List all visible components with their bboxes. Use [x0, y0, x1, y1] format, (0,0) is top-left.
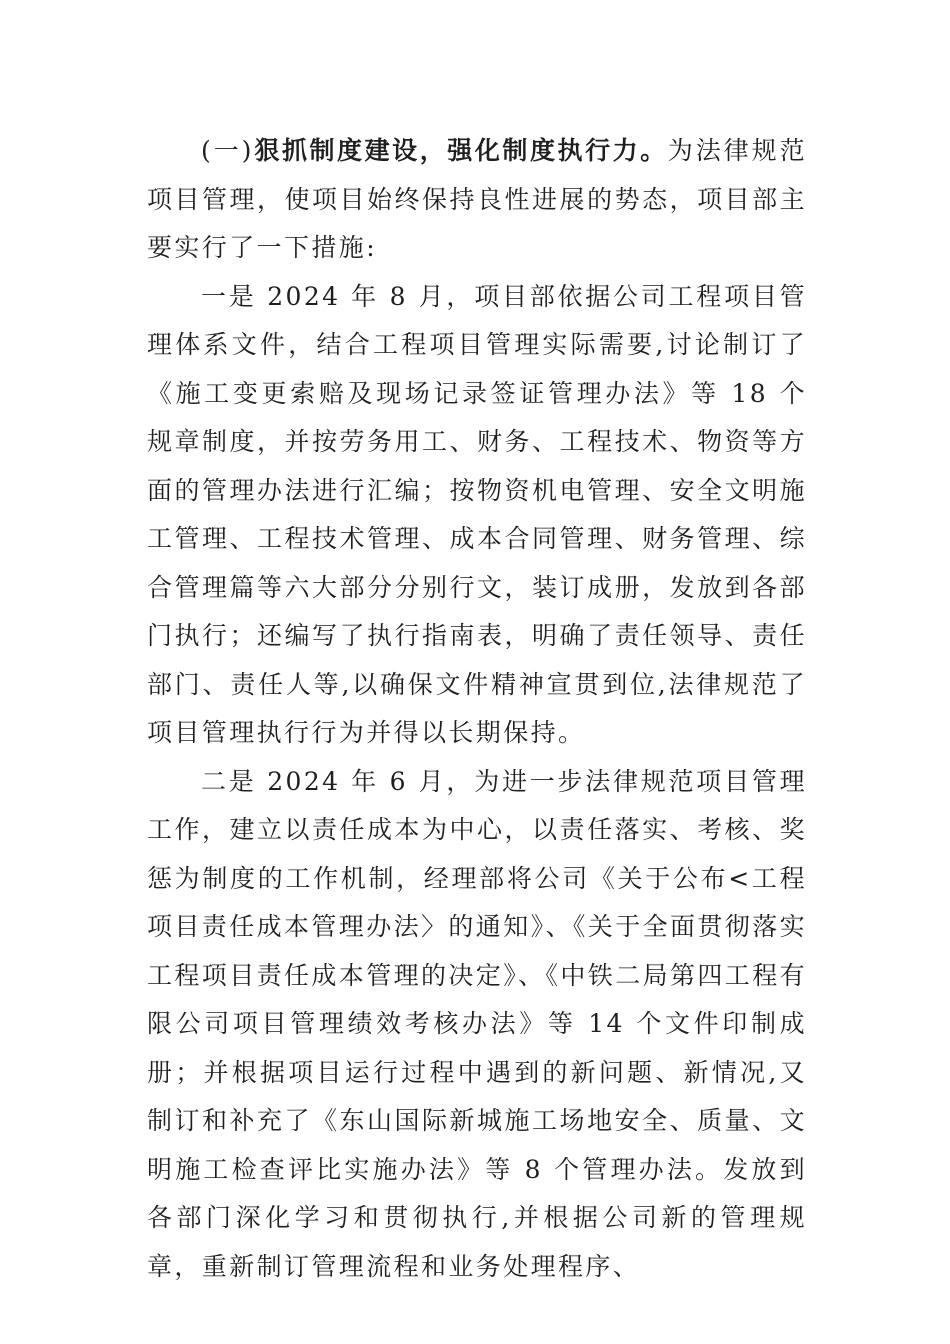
measure-paragraph-one: 一是 2024 年 8 月，项目部依据公司工程项目管理体系文件，结合工程项目管理实际需要,讨论制订了《施工变更索赔及现场记录签证管理办法》等 18 个规章制度，并按劳务用工、财务、工程技术、物资等方面的管理办法进行汇编；按物资机电管理、安全文明施工管理、工程技术管理、成本合同管理、财务管理、综合管理篇等六大部分分别行文，装订成册，发放到各部门执行；还编写了执行指南表，明确了责任领导、责任部门、责任人等,以确保文件精神宣贯到位,法律规范了项目管理执行行为并得以长期保持。 [147, 281, 807, 747]
section-number: (一) [201, 136, 254, 165]
section-intro-text: 为法律规范项目管理，使项目始终保持良性进展的势态，项目部主要实行了一下措施: [147, 136, 807, 262]
section-heading: 狠抓制度建设，强化制度执行力。 [253, 136, 668, 165]
measure-paragraph-two: 二是 2024 年 6 月，为进一步法律规范项目管理工作，建立以责任成本为中心，以责任落实、考核、奖惩为制度的工作机制，经理部将公司《关于公布<工程项目责任成本管理办法〉的通知》、《关于全面贯彻落实工程项目责任成本管理的决定》、《中铁二局第四工程有限公司项目管理绩效考核办法》等 14 个文件印制成册；并根据项目运行过程中遇到的新问题、新情况,又制订和补充了《东山国际新城施工场地安全、质量、文明施工检查评比实施办法》等 8 个管理办法。发放到各部门深化学习和贯彻执行,并根据公司新的管理规章，重新制订管理流程和业务处理程序、 [147, 766, 808, 1281]
section-intro-paragraph [147, 127, 807, 273]
document-body [147, 127, 807, 1291]
